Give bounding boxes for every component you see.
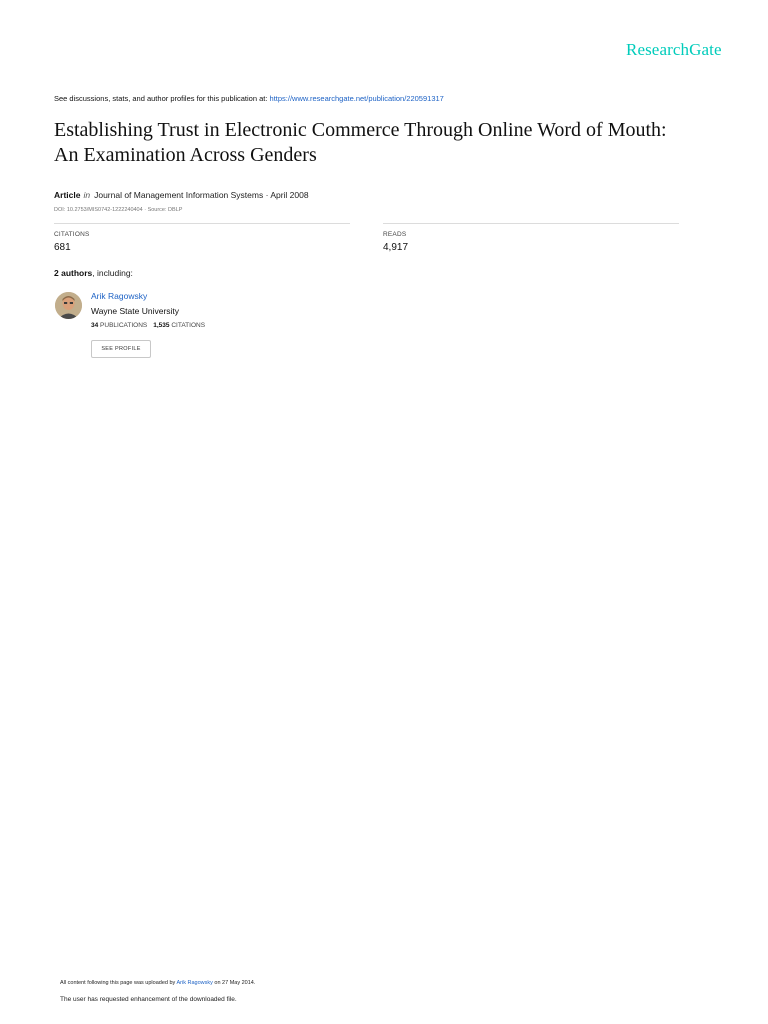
publication-link[interactable]: https://www.researchgate.net/publication/220591317 bbox=[269, 94, 444, 103]
author-name-link[interactable]: Arik Ragowsky bbox=[91, 291, 148, 301]
author-stats bbox=[91, 322, 205, 329]
avatar-portrait-icon bbox=[55, 292, 82, 319]
authors-count: 2 authors bbox=[54, 268, 93, 278]
publication-meta bbox=[54, 190, 309, 200]
author-avatar[interactable] bbox=[55, 292, 82, 319]
uploader-link[interactable]: Arik Ragowsky bbox=[176, 980, 213, 986]
publication-type: Article bbox=[54, 190, 81, 200]
authors-heading bbox=[54, 268, 133, 278]
doi-source-line: DOI: 10.2753/MIS0742-1222240404 · Source: DBLP bbox=[54, 207, 183, 213]
enhancement-note: The user has requested enhancement of the downloaded file. bbox=[60, 996, 237, 1003]
paper-title: Establishing Trust in Electronic Commerce Through Online Word of Mouth: An Examination Across Genders bbox=[54, 119, 667, 166]
reads-value: 4,917 bbox=[383, 242, 409, 253]
upload-prefix: All content following this page was uploaded by bbox=[60, 980, 177, 986]
upload-note bbox=[60, 980, 255, 986]
researchgate-logo[interactable]: ResearchGate bbox=[626, 40, 722, 59]
discussion-line bbox=[54, 94, 444, 103]
see-profile-button[interactable]: SEE PROFILE bbox=[91, 340, 151, 358]
discussion-prefix: See discussions, stats, and author profiles for this publication at: bbox=[54, 94, 270, 103]
author-publications-label: PUBLICATIONS bbox=[100, 322, 148, 329]
in-label: in bbox=[83, 190, 91, 200]
journal-venue[interactable]: Journal of Management Information Systems · April 2008 bbox=[94, 190, 309, 200]
citations-label: CITATIONS bbox=[54, 231, 90, 238]
citations-divider bbox=[54, 223, 350, 224]
author-citations-count: 1,535 bbox=[153, 322, 170, 329]
reads-divider bbox=[383, 223, 679, 224]
reads-label: READS bbox=[383, 231, 407, 238]
citations-value: 681 bbox=[54, 242, 71, 253]
author-institution: Wayne State University bbox=[91, 306, 180, 316]
authors-including: , including: bbox=[92, 268, 133, 278]
author-publications-count: 34 bbox=[91, 322, 99, 329]
upload-date: on 27 May 2014. bbox=[212, 980, 256, 986]
author-citations-label: CITATIONS bbox=[171, 322, 206, 329]
